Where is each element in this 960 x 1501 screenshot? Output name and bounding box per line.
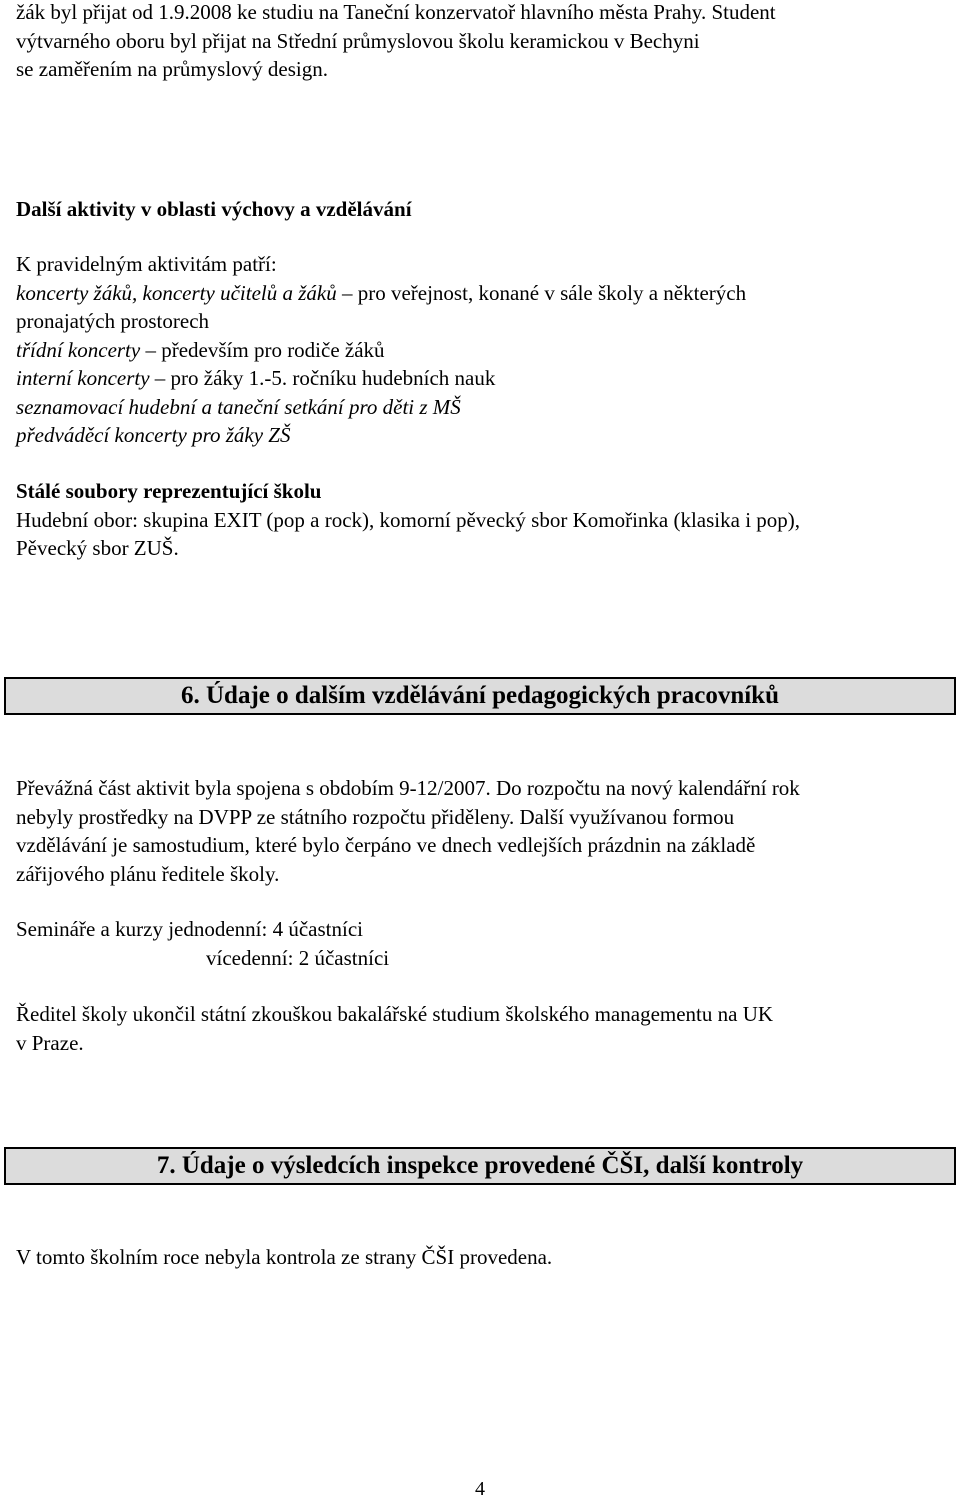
director-block (16, 1000, 944, 1057)
section-7-text: V tomto školním roce nebyla kontrola ze strany ČŠI provedena. (16, 1245, 553, 1269)
activity-item: seznamovací hudební a taneční setkání pro děti z MŠ (16, 394, 461, 419)
section-6-title: 6. Údaje o dalším vzdělávání pedagogických pracovníků (4, 677, 956, 715)
section-6-line: nebyly prostředky na DVPP ze státního rozpočtu přiděleny. Další využívanou formou (16, 804, 735, 829)
activity-desc: – především pro rodiče žáků (140, 337, 385, 362)
page-number: 4 (475, 1478, 485, 1500)
seminars-multi-day: vícedenní: 2 účastníci (206, 945, 390, 970)
intro-line: výtvarného oboru byl přijat na Střední průmyslovou školu keramickou v Bechyni (16, 28, 700, 53)
intro-line: se zaměřením na průmyslový design. (16, 57, 329, 81)
activity-name: třídní koncerty (16, 337, 141, 362)
activity-desc: – pro veřejnost, konané v sále školy a některých (336, 280, 747, 305)
seminars-block (16, 915, 944, 972)
activity-name: interní koncerty (16, 366, 150, 390)
activity-desc: – pro žáky 1.-5. ročníku hudebních nauk (149, 366, 496, 390)
activity-item (16, 336, 944, 365)
seminars-one-day: Semináře a kurzy jednodenní: 4 účastníci (16, 917, 363, 941)
activity-name: koncerty žáků, koncerty učitelů a žáků (16, 280, 337, 305)
director-line: Ředitel školy ukončil státní zkouškou bakalářské studium školského managementu na UK (16, 1002, 774, 1026)
section-6-line: Převážná část aktivit byla spojena s obdobím 9-12/2007. Do rozpočtu na nový kalendářní rok (16, 776, 800, 800)
section-6-line: zářijového plánu ředitele školy. (16, 861, 280, 886)
section-6-paragraph (16, 774, 944, 888)
activity-item: předváděcí koncerty pro žáky ZŠ (16, 423, 291, 447)
activities-heading: Další aktivity v oblasti výchovy a vzdělávání (16, 197, 412, 221)
ensembles-block (16, 477, 944, 563)
section-7-title: 7. Údaje o výsledcích inspekce provedené ČŠI, další kontroly (4, 1147, 956, 1185)
activity-item (16, 364, 944, 393)
section-6-line: vzdělávání je samostudium, které bylo čerpáno ve dnech vedlejších prázdnin na základě (16, 833, 756, 857)
ensembles-heading: Stálé soubory reprezentující školu (16, 479, 322, 503)
intro-line: žák byl přijat od 1.9.2008 ke studiu na Taneční konzervatoř hlavního města Prahy. Student (16, 0, 776, 24)
ensembles-line: Pěvecký sbor ZUŠ. (16, 536, 179, 560)
ensembles-line: Hudební obor: skupina EXIT (pop a rock), komorní pěvecký sbor Komořinka (klasika i pop), (16, 507, 801, 532)
director-line: v Praze. (16, 1030, 84, 1055)
activities-lead: K pravidelným aktivitám patří: (16, 252, 277, 276)
activity-item (16, 279, 944, 308)
activities-list (16, 250, 944, 450)
intro-paragraph (16, 0, 944, 84)
activity-desc-cont: pronajatých prostorech (16, 309, 210, 333)
